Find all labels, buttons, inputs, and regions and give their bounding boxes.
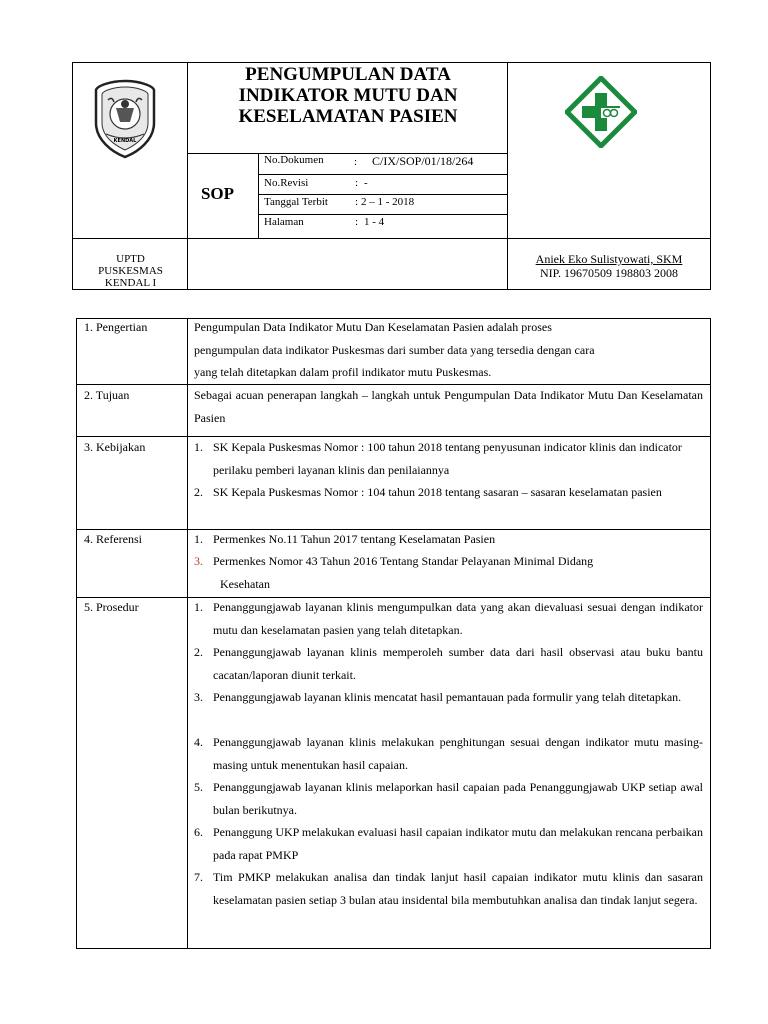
list-text: Penanggungjawab layanan klinis melaporkan hasil capaian pada Penanggungjawab UKP setiap awal bulan berikutnya.	[213, 780, 703, 817]
org-line-1: UPTD	[116, 253, 145, 265]
org-line-3: KENDAL I	[104, 277, 157, 289]
list-number: 4.	[194, 735, 203, 749]
kebijakan-item	[194, 436, 703, 481]
pengertian-line-2: pengumpulan data indikator Puskesmas dari sumber data yang tersedia dengan cara	[194, 342, 595, 357]
list-number: 7.	[194, 870, 203, 884]
prosedur-item	[194, 686, 703, 709]
referensi-item	[194, 528, 703, 551]
doc-no-colon: :	[354, 156, 358, 168]
prosedur-item	[194, 731, 703, 776]
issue-date-label: Tanggal Terbit	[264, 196, 328, 208]
issue-date-colon: :	[355, 196, 359, 208]
revision-colon: :	[355, 177, 359, 189]
revision-value: -	[364, 177, 368, 189]
list-number: 5.	[194, 780, 203, 794]
pengertian-line-3: yang telah ditetapkan dalam profil indikator mutu Puskesmas.	[194, 365, 492, 379]
kebijakan-item	[194, 481, 703, 504]
list-number: 1.	[194, 600, 203, 614]
title-line-2: INDIKATOR MUTU DAN	[238, 85, 458, 106]
list-text: Permenkes No.11 Tahun 2017 tentang Keselamatan Pasien	[213, 532, 496, 546]
list-number: 3.	[194, 690, 203, 704]
doc-no-value: C/IX/SOP/01/18/264	[372, 154, 474, 168]
list-number: 3.	[194, 554, 203, 568]
doc-no-label: No.Dokumen	[264, 154, 324, 166]
list-number: 2.	[194, 485, 203, 499]
list-text: Penanggungjawab layanan klinis mengumpulkan data yang akan dievaluasi sesuai dengan indikator mutu dan keselamatan pasien yang telah ditetapkan.	[213, 600, 703, 637]
organization-name	[74, 253, 187, 289]
list-text: Tim PMKP melakukan analisa dan tindak lanjut hasil capaian indikator mutu klinis dan sasaran keselamatan pasien setiap 3 bulan atau insidental bila membutuhkan analisa dan tindak lanjut segera.	[213, 870, 703, 907]
list-text: Penanggung UKP melakukan evaluasi hasil capaian indikator mutu dan melakukan rencana perbaikan pada rapat PMKP	[213, 825, 703, 862]
title-line-1: PENGUMPULAN DATA	[245, 64, 451, 85]
pengertian-line-1: Pengumpulan Data Indikator Mutu Dan Keselamatan Pasien adalah proses	[194, 320, 552, 334]
regency-seal-label: KENDAL	[113, 138, 137, 144]
section-label-referensi: 4. Referensi	[84, 532, 142, 546]
list-text: Penanggungjawab layanan klinis melakukan penghitungan sesuai dengan indikator mutu masing-masing untuk menentukan hasil capaian.	[213, 735, 703, 772]
list-number: 1.	[194, 532, 203, 546]
document-title	[190, 64, 506, 127]
list-text: Penanggungjawab layanan klinis memperoleh sumber data dari hasil observasi atau buku bantu cacatan/laporan diunit terkait.	[213, 645, 703, 682]
list-number: 6.	[194, 825, 203, 839]
prosedur-item	[194, 596, 703, 641]
pengertian-text	[194, 316, 703, 384]
revision-label: No.Revisi	[264, 177, 309, 189]
page-label: Halaman	[264, 216, 304, 228]
list-text: Penanggungjawab layanan klinis mencatat hasil pemantauan pada formulir yang telah ditetapkan.	[213, 690, 682, 704]
org-line-2: PUSKESMAS	[98, 265, 163, 277]
section-label-pengertian: 1. Pengertian	[84, 320, 148, 334]
signer-block	[508, 252, 710, 280]
list-text-continued: Kesehatan	[220, 576, 270, 591]
signer-name: Aniek Eko Sulistyowati, SKM	[535, 252, 683, 266]
list-number: 2.	[194, 645, 203, 659]
prosedur-item	[194, 821, 703, 866]
list-number: 1.	[194, 440, 203, 454]
section-label-tujuan: 2. Tujuan	[84, 388, 130, 402]
issue-date-value: 2 – 1 - 2018	[361, 196, 415, 208]
puskesmas-logo	[565, 76, 637, 148]
list-text: SK Kepala Puskesmas Nomor : 100 tahun 2018 tentang penyusunan indicator klinis dan indicator perilaku pemberi layanan klinis dan penilaiannya	[213, 440, 682, 477]
tujuan-text: Sebagai acuan penerapan langkah – langkah untuk Pengumpulan Data Indikator Mutu Dan Keselamatan Pasien	[194, 388, 703, 425]
list-text: SK Kepala Puskesmas Nomor : 104 tahun 2018 tentang sasaran – sasaran keselamatan pasien	[213, 485, 662, 499]
page-value: 1 - 4	[364, 216, 385, 228]
section-label-prosedur: 5. Prosedur	[84, 600, 139, 614]
referensi-item	[194, 550, 703, 595]
regency-seal-logo	[90, 78, 160, 160]
prosedur-item	[194, 776, 703, 821]
section-label-kebijakan: 3. Kebijakan	[84, 440, 146, 454]
list-text: Permenkes Nomor 43 Tahun 2016 Tentang Standar Pelayanan Minimal Didang	[213, 554, 594, 568]
sop-label: SOP	[200, 184, 235, 203]
prosedur-item	[194, 866, 703, 911]
title-line-3: KESELAMATAN PASIEN	[238, 106, 458, 127]
prosedur-item	[194, 641, 703, 686]
signer-nip: NIP. 19670509 198803 2008	[539, 266, 678, 280]
page-colon: :	[355, 216, 359, 228]
